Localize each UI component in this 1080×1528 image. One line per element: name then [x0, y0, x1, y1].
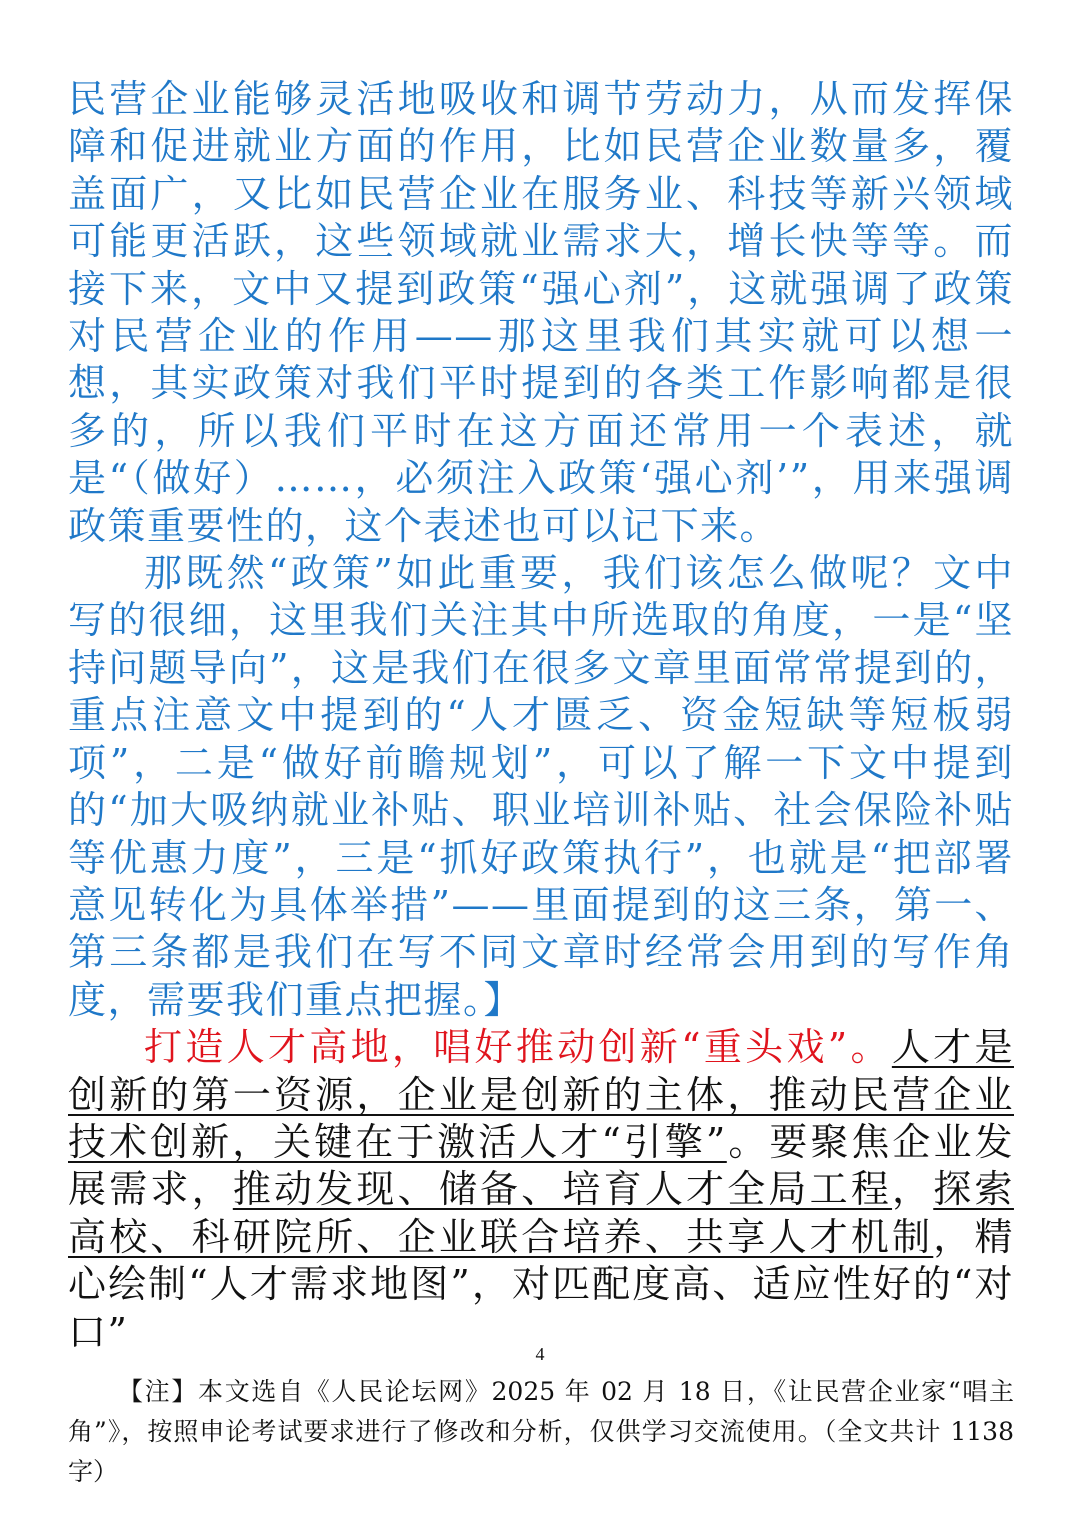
footnote: 【注】本文选自《人民论坛网》2025 年 02 月 18 日，《让民营企业家“唱主角”》，按照申论考试要求进行了修改和分析，仅供学习交流使用。（全文共计 1138 字） [68, 1377, 1014, 1486]
section-heading: 打造人才高地，唱好推动创新“重头戏”。 [144, 1025, 892, 1070]
underlined-sentence-2: 推动发现、储备、培育人才全局工程 [232, 1167, 893, 1212]
underlined-sentence-1: 人才是创新的第一资源，企业是创新的主体，推动民营企业技术创新，关键在于激活人才“引擎” [68, 1025, 1014, 1164]
commentary-paragraph-1: 民营企业能够灵活地吸收和调节劳动力，从而发挥保障和促进就业方面的作用，比如民营企业数量多，覆盖面广，又比如民营企业在服务业、科技等新兴领域可能更活跃，这些领域就业需求大，增长快等等。而接下来，文中又提到政策“强心剂”，这就强调了政策对民营企业的作用——那这里我们其实就可以想一想，其实政策对我们平时提到的各类工作影响都是很多的，所以我们平时在这方面还常用一个表述，就是“（做好）……，必须注入政策‘强心剂’”，用来强调政策重要性的，这个表述也可以记下来。 [68, 77, 1014, 548]
document-body [68, 76, 1014, 1356]
article-paragraph [68, 1024, 1014, 1356]
underlined-sentence-3: 探索高校、科研院所、企业联合培养、共享人才机制 [68, 1167, 1014, 1259]
body-text-3: ，精心绘制“人才需求地图”，对匹配度高、适应性好的“对口” [68, 1214, 1014, 1354]
commentary-paragraph-2: 那既然“政策”如此重要，我们该怎么做呢？文中写的很细，这里我们关注其中所选取的角度，一是“坚持问题导向”，这是我们在很多文章里面常常提到的，重点注意文中提到的“人才匮乏、资金短缺等短板弱项”，二是“做好前瞻规划”，可以了解一下文中提到的“加大吸纳就业补贴、职业培训补贴、社会保险补贴等优惠力度”，三是“抓好政策执行”，也就是“把部署意见转化为具体举措”——里面提到的这三条，第一、第三条都是我们在写不同文章时经常会用到的写作角度，需要我们重点把握。】 [68, 551, 1014, 1022]
page-number: 4 [535, 1344, 545, 1364]
body-text-1: 。要聚焦企业发展需求， [68, 1119, 1014, 1212]
body-text-2: ， [892, 1167, 934, 1212]
